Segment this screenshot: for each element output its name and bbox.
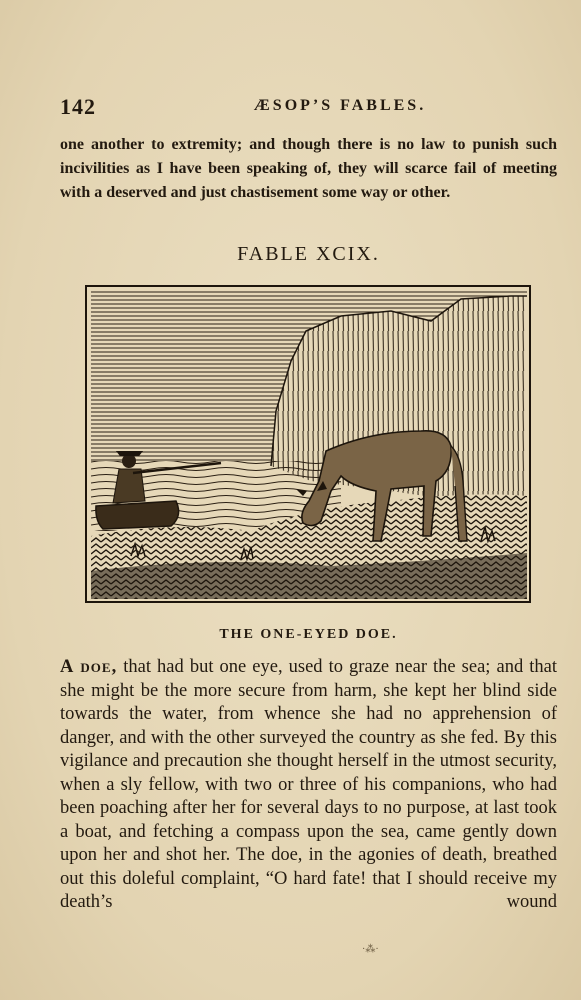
printers-mark: ·⁂· [362,944,379,955]
page-header [60,94,558,122]
running-title: ÆSOP’S FABLES. [253,97,427,114]
fable-title: THE ONE-EYED DOE. [219,627,398,642]
fable-body: that had but one eye, used to graze near the sea; and that she might be the more secure from harm, she kept her blind side towards the water, from whence she had no apprehension of danger, and with the other surveyed the country as she fed. By this vigilance and precaution she thought herself in the utmost security, when a sly fellow, with two or three of his companions, who had been poaching after her for several days to no purpose, at last took a boat, and fetching a compass upon the sea, came gently down upon her and shot her. The doe, in the agonies of death, breathed out this doleful complaint, “O hard fate! that I should receive my death’s wound [60,657,558,912]
fable-illustration [85,285,531,603]
fable-lead-words: A doe, [60,657,118,677]
woodcut-doe-hunter-boat-icon [91,291,527,599]
page-number: 142 [60,94,96,119]
fable-body-text [60,656,557,915]
previous-fable-moral: one another to extremity; and though there is no law to punish such incivilities as I have been speaking of, they will scarce fail of meeting with a deserved and just chastisement some way or other. [60,136,557,201]
fable-number: FABLE XCIX. [237,243,380,265]
